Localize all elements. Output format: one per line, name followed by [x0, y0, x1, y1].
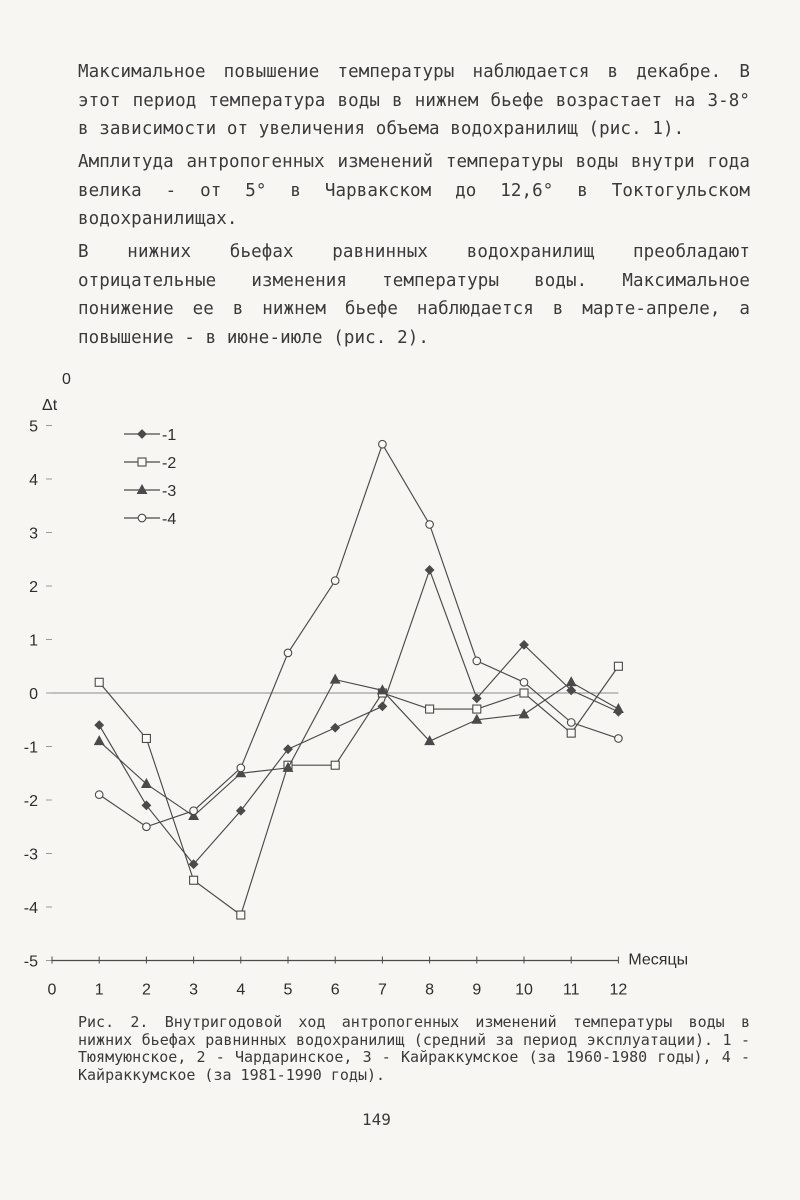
data-point [614, 704, 623, 713]
data-point [520, 689, 528, 697]
data-point [614, 662, 622, 670]
y-tick-label: 3 [29, 525, 38, 543]
series-line [99, 570, 618, 864]
legend-marker [138, 430, 146, 438]
y-tick-label: -4 [23, 900, 38, 917]
y-tick-label: 2 [29, 579, 38, 596]
legend-entry-3 [124, 483, 176, 500]
data-point [237, 911, 245, 919]
data-point [142, 779, 151, 788]
y-tick-label: 0 [29, 686, 38, 703]
page-number: 149 [362, 1110, 391, 1129]
y-tick-label: -5 [23, 953, 38, 971]
data-point [520, 679, 528, 687]
data-point [331, 675, 340, 684]
x-tick-label: 8 [425, 981, 435, 999]
legend-label: -2 [162, 455, 177, 472]
data-point [615, 735, 623, 743]
legend-label: -1 [162, 427, 177, 444]
data-point [379, 440, 387, 448]
legend-label: -4 [162, 511, 177, 528]
data-point [190, 876, 198, 884]
data-point [237, 764, 245, 772]
x-tick-label: 1 [94, 981, 104, 999]
chart-legend [124, 427, 176, 528]
legend-marker [138, 458, 146, 466]
y-tick-label: -2 [23, 793, 38, 810]
data-point [425, 566, 433, 574]
legend-entry-4 [124, 511, 176, 528]
data-point [142, 734, 150, 742]
x-tick-label: 0 [47, 981, 57, 999]
paragraph-1: Максимальное повышение температуры наблюдается в декабре. В этот период температура воды в нижнем бьефе возрастает на 3-8° в зависимости от увеличения объема водохранилищ (рис. 1). [78, 62, 750, 140]
y-tick-label: 4 [29, 472, 38, 489]
y-axis-title: Δt [42, 397, 58, 414]
x-tick-label: 6 [330, 981, 340, 999]
data-point [473, 657, 481, 665]
data-point [567, 729, 575, 737]
data-point [331, 724, 339, 732]
data-point [143, 823, 151, 831]
data-point [95, 736, 104, 745]
data-point [567, 677, 576, 686]
y-tick-label: 1 [29, 632, 38, 650]
data-point [426, 705, 434, 713]
x-tick-label: 9 [472, 981, 482, 999]
y-axis-title-superscript: 0 [62, 371, 71, 388]
data-point [331, 761, 339, 769]
data-point [519, 709, 528, 718]
series-3 [95, 675, 623, 820]
y-tick-label: 5 [29, 418, 38, 436]
figure-caption: Рис. 2. Внутригодовой ход антропогенных изменений температуры воды в нижних бьефах равнинных водохранилищ (средний за период эксплуатации). 1 - Тюямуюнское, 2 - Чардаринское, 3 - Кайраккумское (за 1960-1980 годы), 4 - Кайраккумское (за 1981-1990 годы). [78, 1013, 750, 1084]
data-point [426, 521, 434, 529]
series-line [99, 444, 618, 827]
y-tick-label: -3 [23, 846, 38, 864]
y-tick-label: -1 [23, 739, 38, 757]
data-point [190, 807, 198, 815]
data-point [567, 719, 575, 727]
legend-entry-1 [124, 427, 176, 444]
x-tick-label: 7 [377, 981, 387, 999]
data-point [284, 649, 292, 657]
series-line [99, 680, 618, 816]
data-point [95, 678, 103, 686]
x-tick-label: 11 [562, 981, 580, 999]
x-tick-label: 2 [141, 981, 151, 999]
data-point [331, 577, 339, 585]
x-tick-label: 12 [609, 981, 628, 999]
data-point [378, 702, 386, 710]
paragraph-3: В нижних бьефах равнинных водохранилищ преобладают отрицательные изменения температуры воды. Максимальное понижение ее в нижнем бьефе наблюдается в марте-апреле, а повышение - в июне-июле (рис. 2). [78, 242, 750, 348]
x-tick-label: 4 [236, 981, 246, 999]
data-point [95, 791, 103, 799]
data-point [473, 705, 481, 713]
legend-entry-2 [124, 455, 176, 472]
legend-marker [138, 514, 146, 522]
x-tick-label: 3 [189, 981, 199, 999]
x-tick-label: 10 [515, 981, 533, 999]
legend-label: -3 [162, 483, 177, 500]
data-point [95, 721, 103, 729]
x-tick-label: 5 [283, 981, 293, 999]
line-chart [0, 360, 800, 1010]
paragraph-2: Амплитуда антропогенных изменений температуры воды внутри года велика - от 5° в Чарвакском до 12,6° в Токтогульском водохранилищах. [78, 152, 750, 230]
x-axis-title: Месяцы [628, 951, 689, 969]
legend-marker [137, 485, 146, 494]
